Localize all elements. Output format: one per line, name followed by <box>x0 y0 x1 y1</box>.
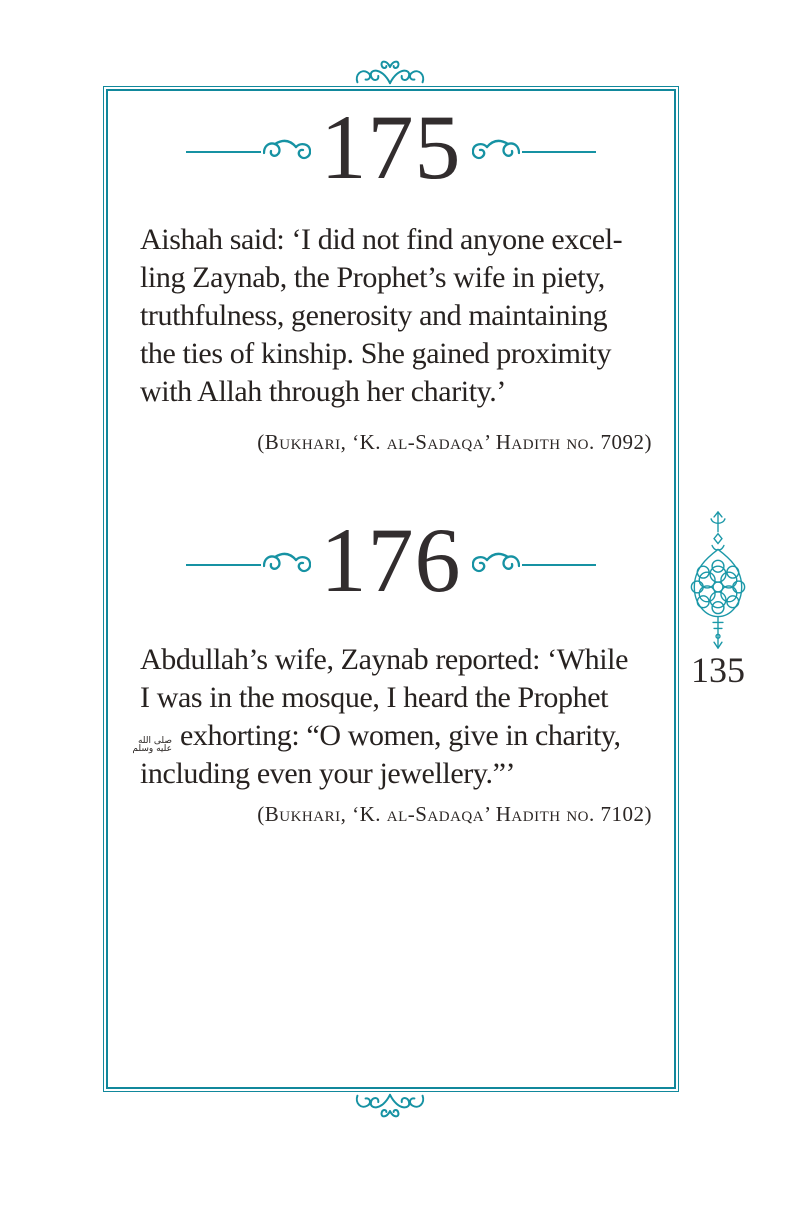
hadith-number: 176 <box>320 509 462 611</box>
hadith-text-line: truthfulness, generosity and maintaining <box>140 299 608 332</box>
page-number: 135 <box>691 650 745 690</box>
hadith-text-line: Aishah said: ‘I did not find anyone excel- <box>140 223 623 256</box>
top-scroll-ornament-icon <box>352 54 428 87</box>
hadith-175-citation: (Bukhari, ‘K. al-Sadaqa’ Hadith no. 7092) <box>257 430 652 454</box>
hadith-text-line: with Allah through her charity.’ <box>140 375 506 408</box>
swirl-flourish-icon <box>263 552 311 578</box>
hadith-176-text <box>132 641 660 793</box>
heading-rule-left <box>186 151 261 153</box>
hadith-175-text <box>140 221 660 411</box>
swirl-flourish-icon <box>472 552 520 578</box>
hadith-176-heading <box>186 509 596 611</box>
hadith-175-heading <box>186 96 596 198</box>
sallallahu-alayhi-wa-sallam-icon: صلى الله عليه وسلم <box>132 736 172 754</box>
heading-rule-left <box>186 564 261 566</box>
heading-rule-right <box>522 564 597 566</box>
hadith-176-citation: (Bukhari, ‘K. al-Sadaqa’ Hadith no. 7102) <box>257 802 652 826</box>
hadith-text-line: including even your jewellery.”’ <box>140 757 516 790</box>
hadith-text-line: I was in the mosque, I heard the Prophet <box>140 681 609 714</box>
bottom-scroll-ornament-icon <box>352 1091 428 1124</box>
swirl-flourish-icon <box>263 139 311 165</box>
hadith-text-line-segment: exhorting: “O women, give in charity, <box>180 719 621 752</box>
heading-rule-right <box>522 151 597 153</box>
hadith-number: 175 <box>320 96 462 198</box>
rosette-pendant-ornament-icon <box>683 510 753 656</box>
swirl-flourish-icon <box>472 139 520 165</box>
hadith-text-line: the ties of kinship. She gained proximity <box>140 337 612 370</box>
hadith-text-line <box>132 717 660 755</box>
hadith-text-line: ling Zaynab, the Prophet’s wife in piety, <box>140 261 605 294</box>
hadith-text-line: Abdullah’s wife, Zaynab reported: ‘While <box>140 643 628 676</box>
